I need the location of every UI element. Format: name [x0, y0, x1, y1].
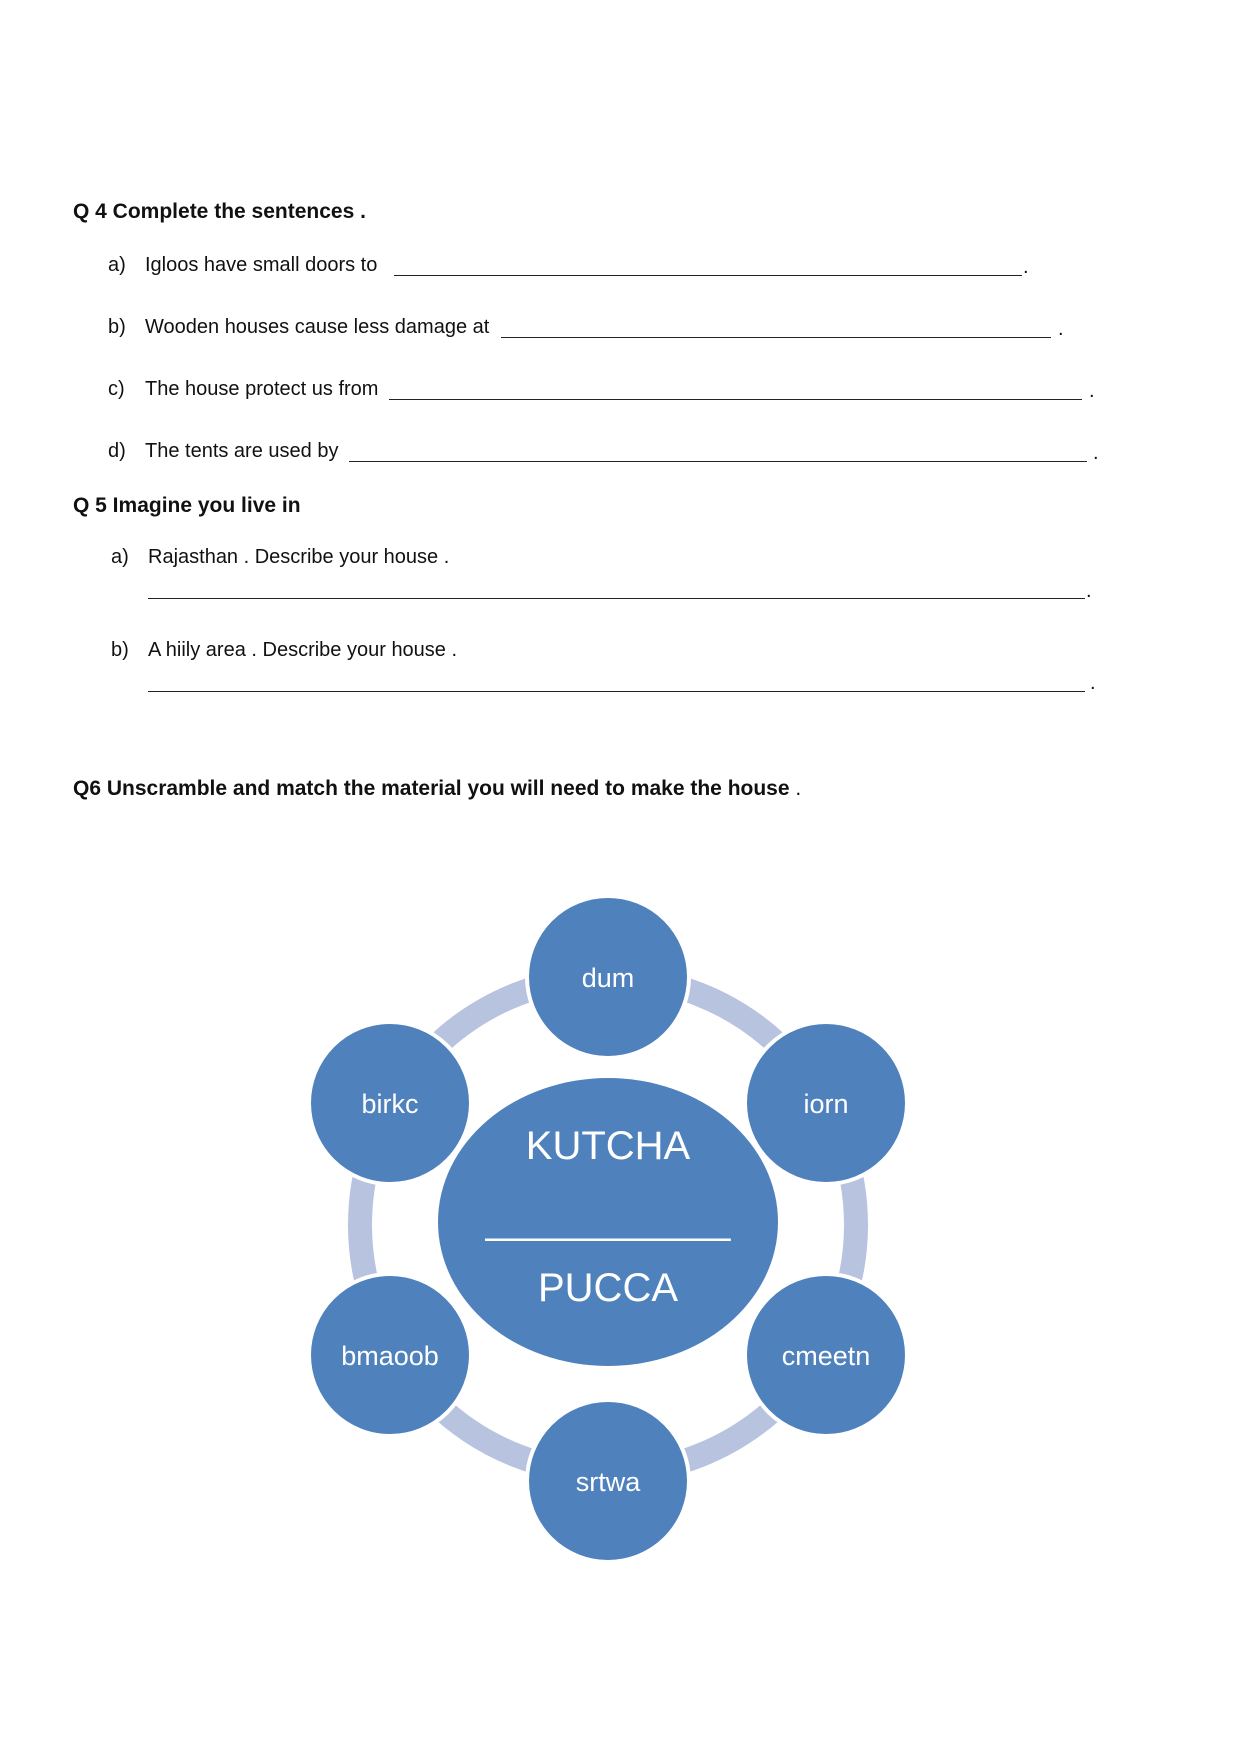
item-marker: a): [108, 254, 126, 276]
item-text: Rajasthan . Describe your house .: [148, 546, 450, 568]
node-cmeetn: [745, 1274, 907, 1436]
item-marker: b): [108, 316, 126, 338]
end-dot: .: [1090, 672, 1096, 694]
item-marker: a): [111, 546, 129, 568]
item-text: The tents are used by: [145, 440, 339, 462]
node-label: dum: [581, 963, 635, 993]
item-marker: d): [108, 440, 126, 462]
node-label: cmeetn: [781, 1341, 871, 1371]
node-srtwa: [527, 1400, 689, 1562]
q6-title-dot: .: [795, 777, 802, 800]
end-dot: .: [1089, 380, 1095, 402]
end-dot: .: [1023, 256, 1029, 278]
node-label: iorn: [803, 1089, 849, 1119]
item-marker: b): [111, 639, 129, 661]
q5-title: Q 5 Imagine you live in: [73, 494, 301, 517]
node-bmaoob: [309, 1274, 471, 1436]
item-text: Igloos have small doors to: [145, 254, 378, 276]
q6-title-text: Q6 Unscramble and match the material you will need to make the house: [73, 777, 790, 800]
node-dum: [527, 896, 689, 1058]
node-label: srtwa: [575, 1467, 641, 1497]
node-label: birkc: [361, 1089, 419, 1119]
center-divider: ___________: [485, 1198, 731, 1242]
q4-title: Q 4 Complete the sentences .: [73, 200, 366, 223]
center-label-pucca: PUCCA: [537, 1266, 679, 1310]
node-iorn: [745, 1022, 907, 1184]
node-birkc: [309, 1022, 471, 1184]
item-text: The house protect us from: [145, 378, 379, 400]
item-marker: c): [108, 378, 125, 400]
center-label-kutcha: KUTCHA: [525, 1124, 691, 1168]
node-label: bmaoob: [341, 1341, 439, 1371]
end-dot: .: [1093, 442, 1099, 464]
end-dot: .: [1058, 318, 1064, 340]
end-dot: .: [1086, 580, 1092, 602]
item-text: Wooden houses cause less damage at: [145, 316, 490, 338]
item-text: A hiily area . Describe your house .: [148, 639, 458, 661]
